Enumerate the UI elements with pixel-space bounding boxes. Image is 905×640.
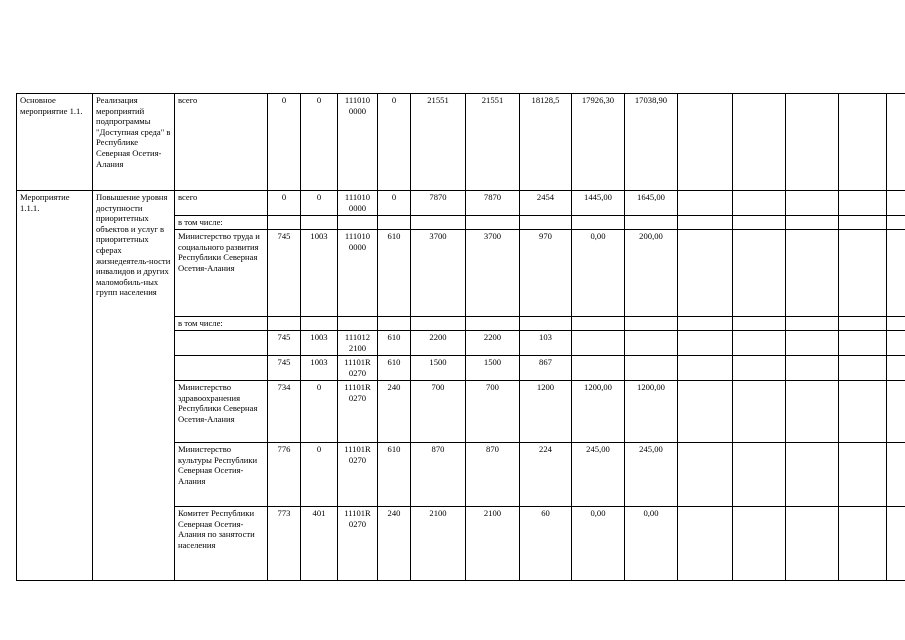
empty-cell	[839, 317, 887, 331]
value-4-cell: 1200,00	[572, 381, 625, 443]
empty-cell	[338, 216, 378, 230]
value-3-cell: 970	[520, 230, 572, 317]
vr-cell: 240	[378, 381, 411, 443]
empty-cell	[678, 230, 733, 317]
executor-cell: Министерство здравоохранения Республики Северная Осетия-Алания	[175, 381, 268, 443]
value-1-cell: 700	[411, 381, 466, 443]
executor-cell: Министерство культуры Республики Северная Осетия-Алания	[175, 443, 268, 507]
empty-cell	[733, 317, 786, 331]
empty-cell	[733, 94, 786, 191]
budget-table	[16, 93, 905, 581]
empty-cell	[338, 317, 378, 331]
table-row	[17, 191, 905, 216]
empty-cell	[572, 317, 625, 331]
rzpr-cell: 0	[301, 191, 338, 216]
value-5-cell	[625, 356, 678, 381]
executor-cell: в том числе:	[175, 216, 268, 230]
value-5-cell: 17038,90	[625, 94, 678, 191]
value-3-cell: 867	[520, 356, 572, 381]
grbs-cell: 773	[268, 507, 301, 581]
value-3-cell: 224	[520, 443, 572, 507]
empty-cell	[786, 381, 839, 443]
rzpr-cell: 401	[301, 507, 338, 581]
value-5-cell: 245,00	[625, 443, 678, 507]
empty-cell	[887, 507, 905, 581]
empty-cell	[678, 331, 733, 356]
empty-cell	[733, 356, 786, 381]
value-2-cell: 21551	[466, 94, 520, 191]
table-row	[17, 94, 905, 191]
empty-cell	[572, 216, 625, 230]
empty-cell	[733, 331, 786, 356]
rzpr-cell: 1003	[301, 331, 338, 356]
vr-cell: 610	[378, 356, 411, 381]
empty-cell	[678, 356, 733, 381]
empty-cell	[678, 191, 733, 216]
value-1-cell: 3700	[411, 230, 466, 317]
value-4-cell: 0,00	[572, 230, 625, 317]
empty-cell	[839, 356, 887, 381]
value-5-cell: 1645,00	[625, 191, 678, 216]
empty-cell	[733, 216, 786, 230]
vr-cell: 610	[378, 331, 411, 356]
empty-cell	[887, 216, 905, 230]
empty-cell	[733, 230, 786, 317]
empty-cell	[268, 216, 301, 230]
empty-cell	[786, 356, 839, 381]
empty-cell	[786, 191, 839, 216]
grbs-cell: 0	[268, 94, 301, 191]
empty-cell	[411, 216, 466, 230]
empty-cell	[887, 94, 905, 191]
vr-cell: 0	[378, 94, 411, 191]
empty-cell	[678, 317, 733, 331]
empty-cell	[839, 443, 887, 507]
value-1-cell: 870	[411, 443, 466, 507]
value-4-cell	[572, 356, 625, 381]
csr-cell: 111010 0000	[338, 230, 378, 317]
rzpr-cell: 0	[301, 94, 338, 191]
vr-cell: 610	[378, 230, 411, 317]
empty-cell	[786, 443, 839, 507]
executor-cell	[175, 356, 268, 381]
empty-cell	[786, 317, 839, 331]
value-5-cell	[625, 331, 678, 356]
name-cell: Повышение уровня доступности приоритетных объектов и услуг в приоритетных сферах жизнедеятель-ности инвалидов и других маломобиль-ных групп населения	[93, 191, 175, 581]
value-2-cell: 7870	[466, 191, 520, 216]
executor-cell: всего	[175, 94, 268, 191]
empty-cell	[733, 507, 786, 581]
empty-cell	[887, 331, 905, 356]
empty-cell	[268, 317, 301, 331]
grbs-cell: 734	[268, 381, 301, 443]
csr-cell: 11101R 0270	[338, 507, 378, 581]
vr-cell: 0	[378, 191, 411, 216]
grbs-cell: 745	[268, 331, 301, 356]
empty-cell	[786, 216, 839, 230]
empty-cell	[378, 317, 411, 331]
empty-cell	[678, 443, 733, 507]
empty-cell	[678, 94, 733, 191]
empty-cell	[887, 381, 905, 443]
empty-cell	[301, 216, 338, 230]
value-1-cell: 1500	[411, 356, 466, 381]
grbs-cell: 745	[268, 230, 301, 317]
empty-cell	[887, 443, 905, 507]
value-2-cell: 1500	[466, 356, 520, 381]
executor-cell: Министерство труда и социального развития Республики Северная Осетия-Алания	[175, 230, 268, 317]
event-cell: Основное мероприятие 1.1.	[17, 94, 93, 191]
empty-cell	[839, 507, 887, 581]
value-2-cell: 870	[466, 443, 520, 507]
empty-cell	[733, 191, 786, 216]
executor-cell	[175, 331, 268, 356]
rzpr-cell: 0	[301, 381, 338, 443]
value-3-cell: 18128,5	[520, 94, 572, 191]
csr-cell: 11101R 0270	[338, 381, 378, 443]
empty-cell	[733, 381, 786, 443]
grbs-cell: 776	[268, 443, 301, 507]
empty-cell	[887, 317, 905, 331]
empty-cell	[625, 317, 678, 331]
value-3-cell: 2454	[520, 191, 572, 216]
empty-cell	[839, 331, 887, 356]
value-3-cell: 103	[520, 331, 572, 356]
empty-cell	[678, 381, 733, 443]
name-cell: Реализация мероприятий подпрограммы "Доступная среда" в Республике Северная Осетия-Алания	[93, 94, 175, 191]
empty-cell	[887, 230, 905, 317]
empty-cell	[786, 331, 839, 356]
vr-cell: 610	[378, 443, 411, 507]
empty-cell	[466, 317, 520, 331]
value-1-cell: 2200	[411, 331, 466, 356]
value-1-cell: 21551	[411, 94, 466, 191]
value-5-cell: 1200,00	[625, 381, 678, 443]
empty-cell	[786, 507, 839, 581]
executor-cell: в том числе:	[175, 317, 268, 331]
value-4-cell: 17926,30	[572, 94, 625, 191]
rzpr-cell: 1003	[301, 230, 338, 317]
grbs-cell: 745	[268, 356, 301, 381]
value-4-cell	[572, 331, 625, 356]
csr-cell: 111012 2100	[338, 331, 378, 356]
value-4-cell: 0,00	[572, 507, 625, 581]
event-cell: Мероприятие 1.1.1.	[17, 191, 93, 581]
empty-cell	[839, 216, 887, 230]
grbs-cell: 0	[268, 191, 301, 216]
rzpr-cell: 1003	[301, 356, 338, 381]
value-2-cell: 3700	[466, 230, 520, 317]
empty-cell	[839, 191, 887, 216]
rzpr-cell: 0	[301, 443, 338, 507]
empty-cell	[887, 356, 905, 381]
executor-cell: Комитет Республики Северная Осетия-Алания по занятости населения	[175, 507, 268, 581]
empty-cell	[786, 230, 839, 317]
csr-cell: 11101R 0270	[338, 443, 378, 507]
empty-cell	[411, 317, 466, 331]
value-5-cell: 0,00	[625, 507, 678, 581]
csr-cell: 111010 0000	[338, 94, 378, 191]
empty-cell	[839, 230, 887, 317]
empty-cell	[625, 216, 678, 230]
value-2-cell: 2100	[466, 507, 520, 581]
value-1-cell: 2100	[411, 507, 466, 581]
empty-cell	[520, 317, 572, 331]
csr-cell: 11101R 0270	[338, 356, 378, 381]
empty-cell	[678, 507, 733, 581]
empty-cell	[786, 94, 839, 191]
value-2-cell: 2200	[466, 331, 520, 356]
value-5-cell: 200,00	[625, 230, 678, 317]
value-1-cell: 7870	[411, 191, 466, 216]
value-4-cell: 245,00	[572, 443, 625, 507]
empty-cell	[733, 443, 786, 507]
empty-cell	[378, 216, 411, 230]
empty-cell	[466, 216, 520, 230]
value-3-cell: 1200	[520, 381, 572, 443]
empty-cell	[839, 94, 887, 191]
empty-cell	[887, 191, 905, 216]
value-4-cell: 1445,00	[572, 191, 625, 216]
empty-cell	[301, 317, 338, 331]
empty-cell	[520, 216, 572, 230]
value-2-cell: 700	[466, 381, 520, 443]
empty-cell	[678, 216, 733, 230]
vr-cell: 240	[378, 507, 411, 581]
executor-cell: всего	[175, 191, 268, 216]
empty-cell	[839, 381, 887, 443]
value-3-cell: 60	[520, 507, 572, 581]
csr-cell: 111010 0000	[338, 191, 378, 216]
